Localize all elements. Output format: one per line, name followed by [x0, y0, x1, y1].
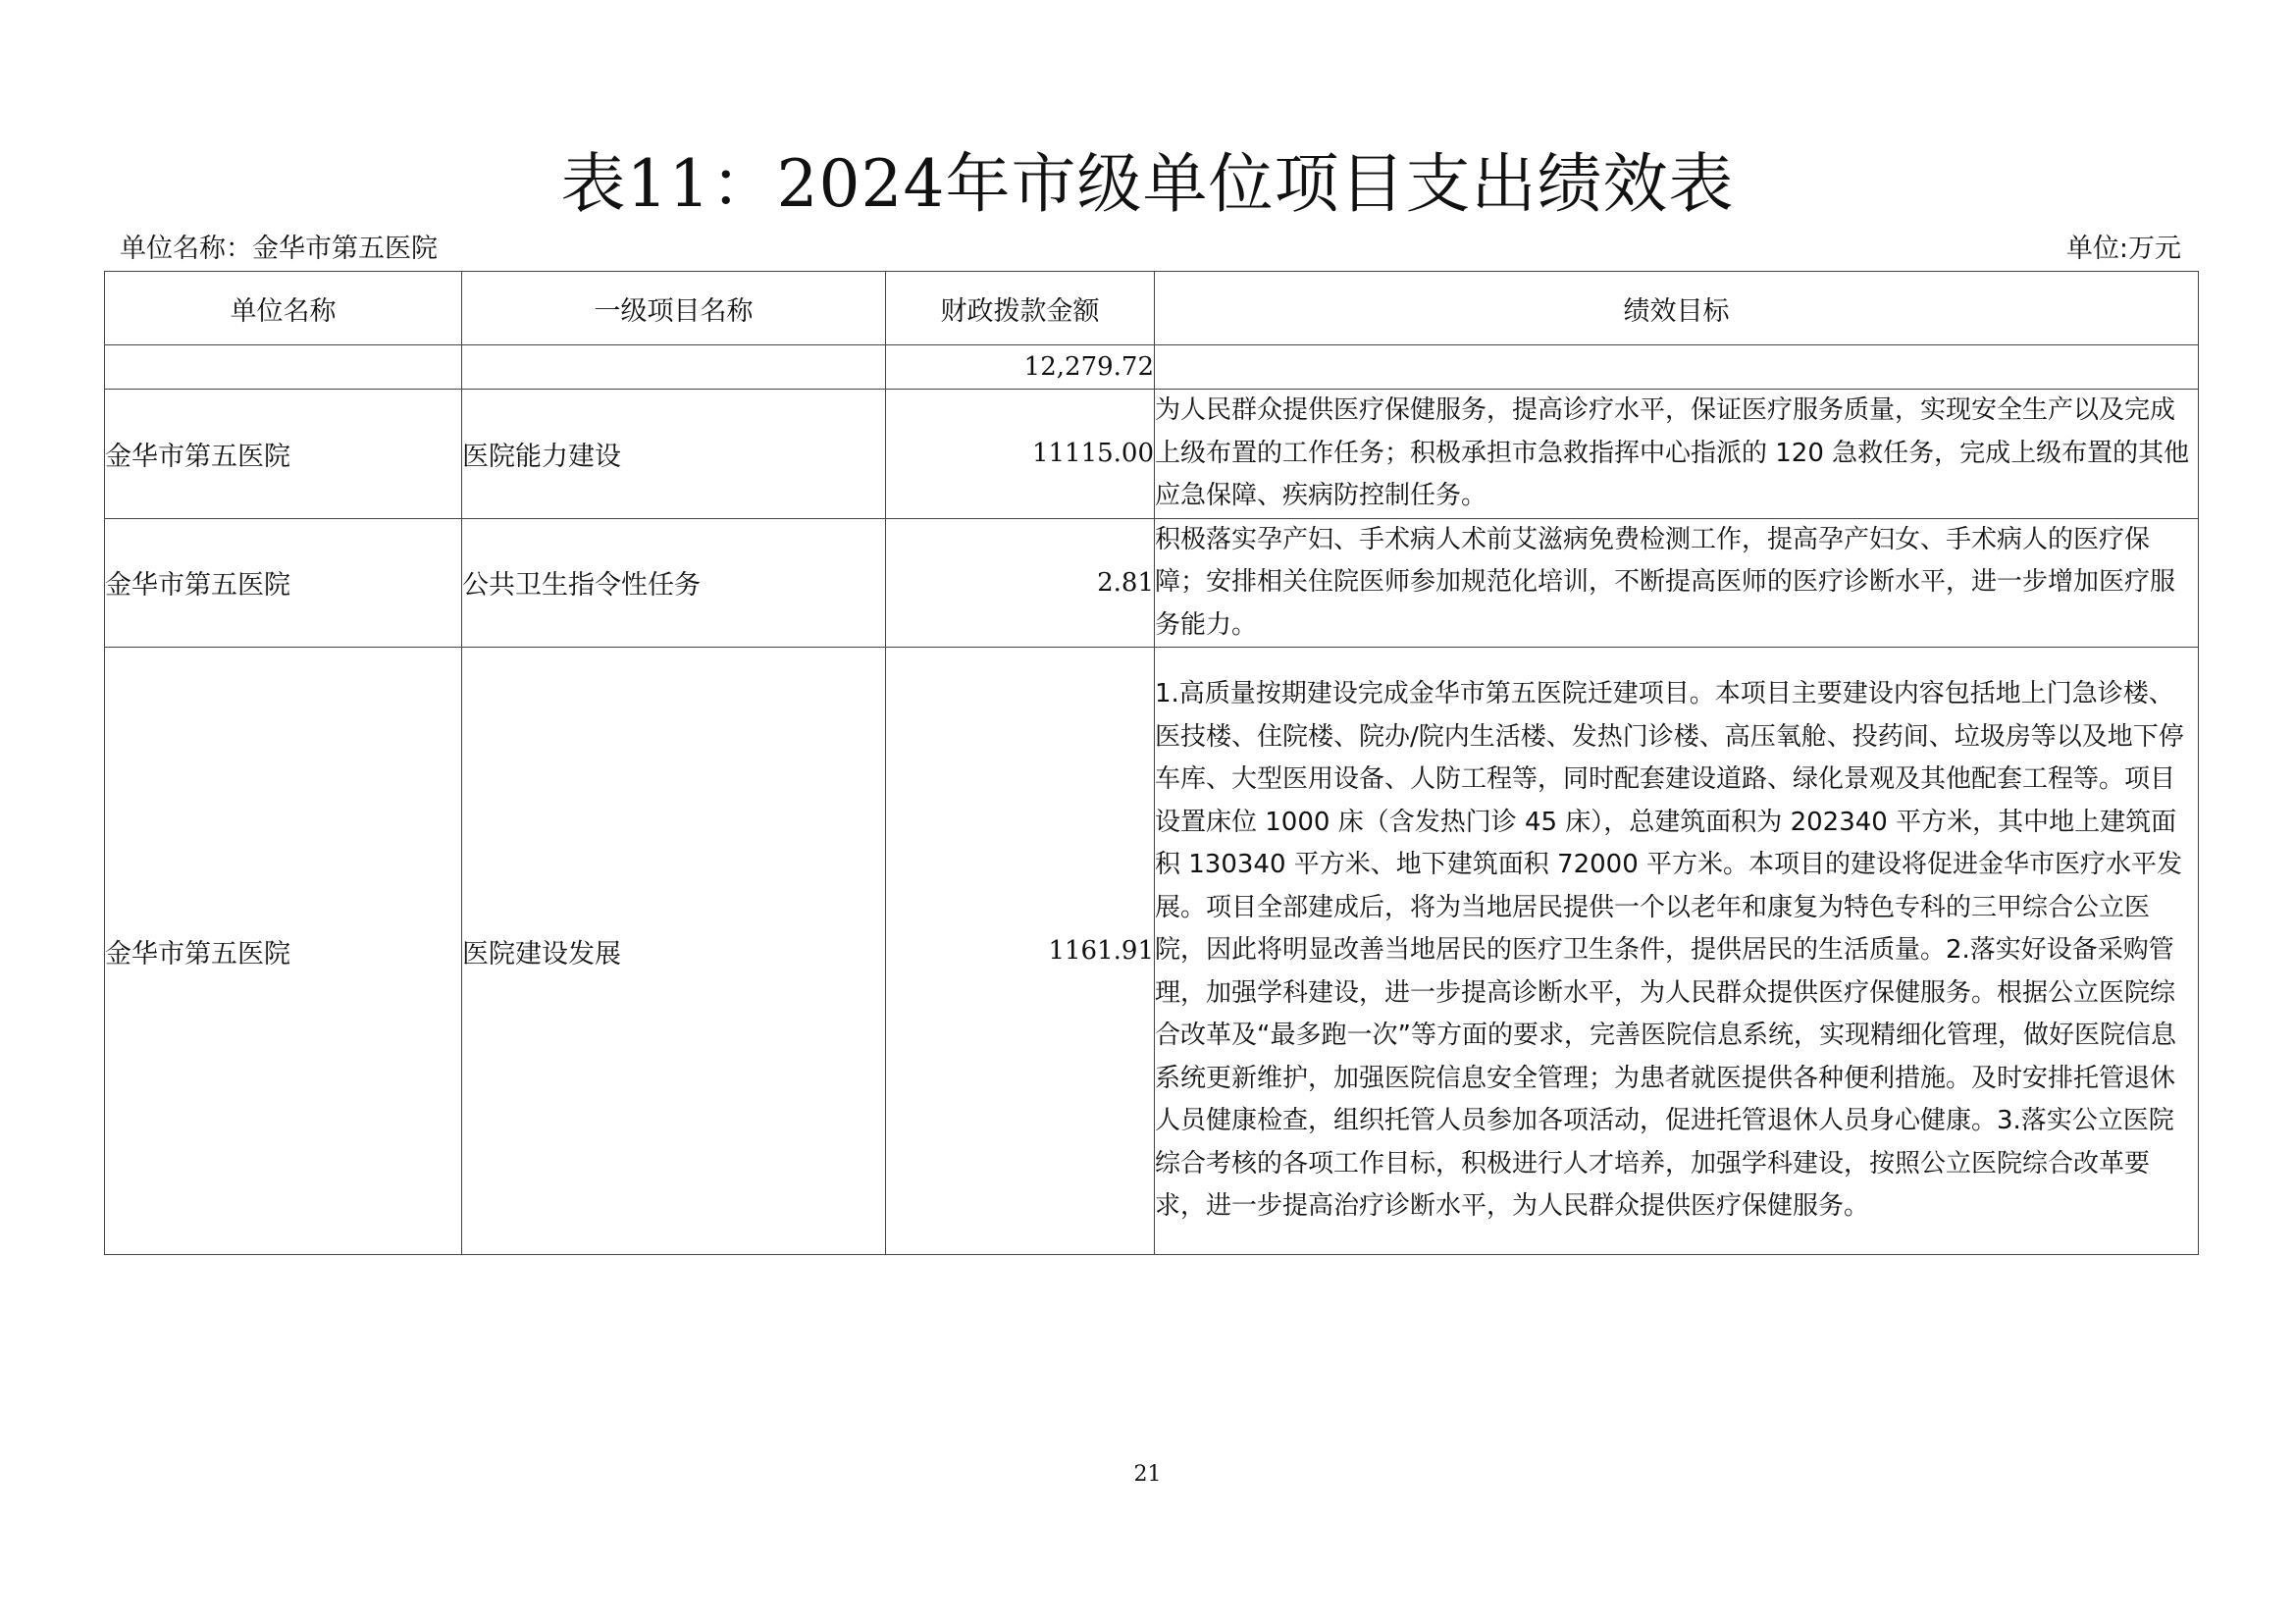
header-project-name: 一级项目名称 — [462, 272, 886, 345]
total-unit-cell — [105, 345, 462, 390]
row-performance-goal: 为人民群众提供医疗保健服务，提高诊疗水平，保证医疗服务质量，实现安全生产以及完成上级布置的工作任务；积极承担市急救指挥中心指派的 120 急救任务，完成上级布置的其他应急保障、疾病防控制任务。 — [1155, 390, 2199, 519]
row-performance-goal: 1.高质量按期建设完成金华市第五医院迁建项目。本项目主要建设内容包括地上门急诊楼、医技楼、住院楼、院办/院内生活楼、发热门诊楼、高压氧舱、投药间、垃圾房等以及地下停车库、大型医用设备、人防工程等，同时配套建设道路、绿化景观及其他配套工程等。项目设置床位 1000 床（含发热门诊 45 床），总建筑面积为 202340 平方米，其中地上建筑面积 130340 平方米、地下建筑面积 72000 平方米。本项目的建设将促进金华市医疗水平发展。项目全部建成后，将为当地居民提供一个以老年和康复为特色专科的三甲综合公立医院，因此将明显改善当地居民的医疗卫生条件，提供居民的生活质量。2.落实好设备采购管理，加强学科建设，进一步提高诊断水平，为人民群众提供医疗保健服务。根据公立医院综合改革及“最多跑一次”等方面的要求，完善医院信息系统，实现精细化管理，做好医院信息系统更新维护，加强医院信息安全管理；为患者就医提供各种便利措施。及时安排托管退休人员健康检查，组织托管人员参加各项活动，促进托管退休人员身心健康。3.落实公立医院综合考核的各项工作目标，积极进行人才培养，加强学科建设，按照公立医院综合改革要求，进一步提高治疗诊断水平，为人民群众提供医疗保健服务。 — [1155, 648, 2199, 1255]
total-project-cell — [462, 345, 886, 390]
row-project-name: 医院建设发展 — [462, 648, 886, 1255]
row-amount: 11115.00 — [886, 390, 1155, 519]
header-unit-name: 单位名称 — [105, 272, 462, 345]
table-row — [105, 648, 2199, 1255]
row-amount: 2.81 — [886, 518, 1155, 648]
total-row — [105, 345, 2199, 390]
row-unit-name: 金华市第五医院 — [105, 518, 462, 648]
row-unit-name: 金华市第五医院 — [105, 648, 462, 1255]
currency-unit-label: 单位:万元 — [2065, 234, 2181, 264]
row-unit-name: 金华市第五医院 — [105, 390, 462, 519]
page-title: 表11：2024年市级单位项目支出绩效表 — [560, 146, 1735, 222]
page-number: 21 — [1133, 1462, 1162, 1487]
table-row — [105, 390, 2199, 519]
header-amount: 财政拨款金额 — [886, 272, 1155, 345]
row-amount: 1161.91 — [886, 648, 1155, 1255]
table-row — [105, 518, 2199, 648]
header-performance-goal: 绩效目标 — [1155, 272, 2199, 345]
performance-table — [104, 271, 2199, 1255]
table-header-row — [105, 272, 2199, 345]
unit-name-label: 单位名称：金华市第五医院 — [120, 234, 438, 264]
row-project-name: 医院能力建设 — [462, 390, 886, 519]
row-performance-goal: 积极落实孕产妇、手术病人术前艾滋病免费检测工作，提高孕产妇女、手术病人的医疗保障；安排相关住院医师参加规范化培训，不断提高医师的医疗诊断水平，进一步增加医疗服务能力。 — [1155, 518, 2199, 648]
total-amount: 12,279.72 — [886, 345, 1155, 390]
row-project-name: 公共卫生指令性任务 — [462, 518, 886, 648]
total-goal-cell — [1155, 345, 2199, 390]
